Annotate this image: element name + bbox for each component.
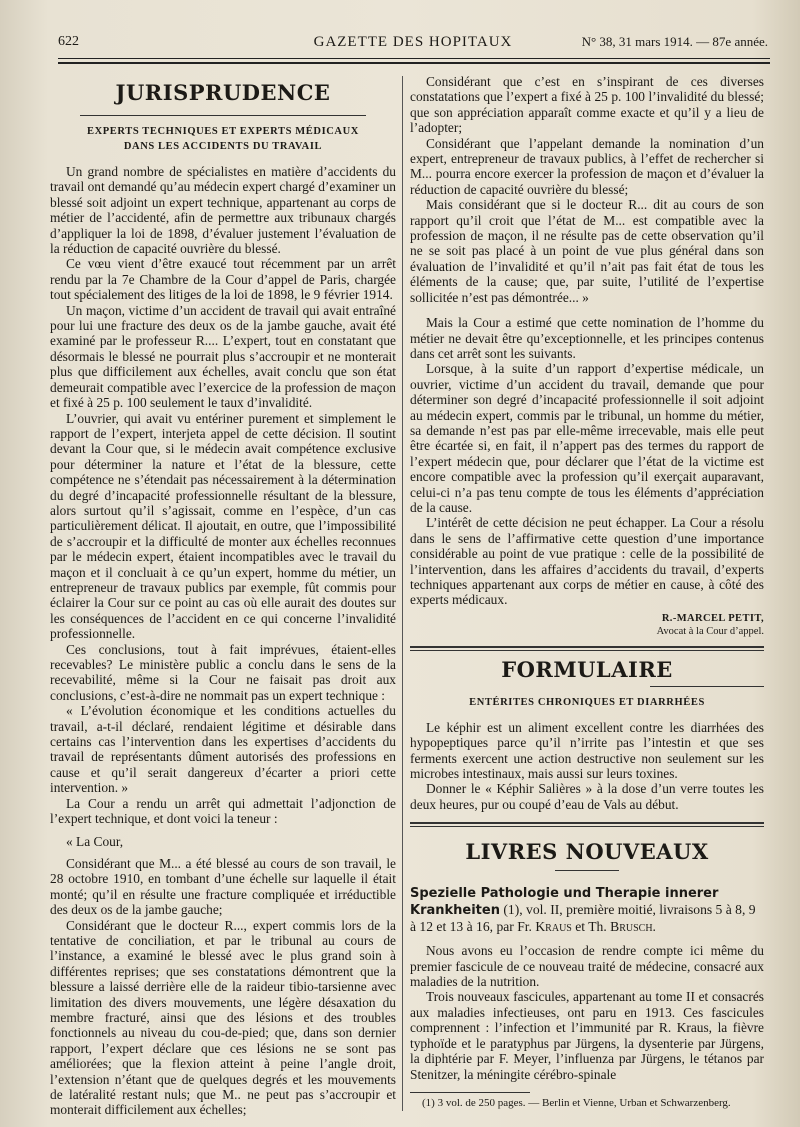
paragraph: Considérant que M... a été blessé au cours de son travail, le 28 octobre 1910, en tombant d’une échelle sur laquelle il était monté; qu’il en résulte une fracture compliquée et irréductible des deux os de la jambe gauche; (50, 855, 396, 918)
page-number: 622 (58, 34, 79, 49)
paragraph: L’intérêt de cette décision ne peut échapper. La Cour a résolu dans le sens de l’affirmative cette question d’une importance considérable au point de vue pratique : celle de la possibilité de l’intervention, dans les affaires d’accidents du travail, d’experts techniques appartenant aux corps de métier en cause, à côté des experts médicaux. (410, 515, 764, 608)
paragraph: Un maçon, victime d’un accident de travail qui avait entraîné pour lui une fracture des deux os de la jambe gauche, avait été examiné par le professeur R.... L’expert, tout en constatant que désormais le blessé ne pourrait plus s’accroupir et ne monterait plus que difficilement aux échelles, avait conclu que son état demeurait compatible avec l’exercice de la profession de maçon et fixé à 25 p. 100 seulement le taux d’invalidité. (50, 302, 396, 411)
subhead-line-2: DANS LES ACCIDENTS DU TRAVAIL (123, 141, 323, 152)
section-rule (650, 686, 764, 687)
book-title: Spezielle Pathologie und Therapie innerer Krankheiten (410, 886, 719, 919)
paragraph: Trois nouveaux fascicules, appartenant au tome II et consacrés aux maladies infectieuses, ont paru en 1913. Ces fascicules comprennent : l’infection et l’immunité par R. Kraus, la fièvre typhoïde et le paratyphus par Jürgens, la dysenterie par Jürgens, la diphtérie par F. Meyer, l’influenza par Jürgens, le tétanos par Stenitzer, la méningite cérébro-spinale (410, 989, 764, 1082)
section-title-formulaire: FORMULAIRE (501, 656, 673, 682)
paragraph: Mais considérant que si le docteur R... dit au cours de son rapport qu’il croit que l’état de M... est compatible avec la profession de maçon, il ne résulte pas de cette observation qu’il ne se soit pas placé à un point de vue plus général dans son évaluation de l’invalidité et qu’il n’ait pas fait état de tous les éléments de la cause; que, par suite, l’utilité de l’expertise sollicitée n’est pas démontrée... » (410, 197, 764, 305)
formulaire-subhead: ENTÉRITES CHRONIQUES ET DIARRHÉES (469, 696, 705, 708)
section-title-livres: LIVRES NOUVEAUX (465, 839, 709, 865)
paragraph: Nous avons eu l’occasion de rendre compte ici même du premier fascicule de ce nouveau traité de médecine, consacré aux maladies de la nutrition. (410, 943, 764, 990)
section-divider (410, 646, 764, 648)
header-rule-double (58, 62, 770, 64)
book-citation (410, 885, 764, 935)
paragraph: Le képhir est un aliment excellent contre les diarrhées des hypopeptiques parce qu’il n’irrite pas l’intestin et que ses ferments exercent une action destructive non seulement sur les microbes intestinaux, mais aussi sur leurs toxines. (410, 719, 764, 782)
signature (410, 612, 764, 638)
book-note: (1), (503, 902, 523, 918)
section-divider-thin (410, 826, 764, 827)
paragraph: Un grand nombre de spécialistes en matière d’accidents du travail ont demandé qu’au médecin expert chargé d’examiner un blessé soit adjoint un expert technique, appartenant au corps de métier de l’accidenté, afin de permettre aux tribunaux chargés d’appliquer la loi de 1898, d’évaluer justement l’évaluation de la réduction de capacité ouvrière du blessé. (50, 164, 396, 257)
article-subhead (50, 124, 396, 154)
author-join: et Th. (575, 919, 607, 935)
book-details: vol. II, première moitié, livraisons 5 à 8, 9 à 12 et 13 à 16, par Fr. (410, 902, 756, 935)
section-divider (410, 822, 764, 824)
footnote-rule (410, 1092, 530, 1093)
right-column (410, 74, 764, 1110)
paragraph: Donner le « Képhir Salières » à la dose d’un verre toutes les deux heures, pur ou coupé d’eau de Vals au début. (410, 781, 764, 812)
paragraph: L’ouvrier, qui avait vu entériner purement et simplement le rapport de l’expert, interjeta appel de cette décision. Il soutint devant la Cour que, si le médecin avait compétence exclusive pour déterminer la nature et l’état de la blessure, cette compétence ne s’étendait pas nécessairement à la détermination du degré d’incapacité professionnelle résultant de la blessure, alors surtout qu’il s’agissait, comme en l’espèce, d’un cas particulièrement délicat. Il ajoutait, en outre, que l’impossibilité de s’accroupir et la difficulté de monter aux échelles reconnues par le médecin expert, étaient incompatibles avec le travail du maçon et il concluait à ce qu’un expert, homme du métier, un entrepreneur de travaux publics par exemple, fût commis pour éclairer la Cour sur ce point au cas où elle aurait des doutes sur les conséquences de l’accident en ce qui concerne l’invalidité professionnelle. (50, 410, 396, 642)
paragraph: Ces conclusions, tout à fait imprévues, étaient-elles recevables? Le ministère public a conclu dans le sens de la recevabilité, même si la Cour ne faisait pas droit aux conclusions, c’est-à-dire ne nommait pas un expert technique : (50, 641, 396, 703)
paragraph: Mais la Cour a estimé que cette nomination de l’homme du métier ne devait être qu’exceptionnelle, et les principes contenus dans cet arrêt sont les suivants. (410, 315, 764, 361)
section-rule (80, 115, 366, 116)
column-divider (402, 76, 403, 1111)
issue-info: N° 38, 31 mars 1914. — 87e année. (581, 34, 768, 49)
section-divider-thin (410, 650, 764, 651)
paragraph: Lorsque, à la suite d’un rapport d’expertise médicale, un ouvrier, victime d’un accident du travail, demande que pour déterminer son degré d’incapacité professionnelle il soit adjoint au médecin expert, commis par le tribunal, un homme du métier, sa demande n’est pas par elle-même irrecevable, mais elle peut être écartée si, en fait, il n’appert pas des termes du rapport de l’expert médecin que, pour déclarer que l’état de la victime est encore compatible avec la profession qu’il exerçait auparavant, celui-ci n’a pas tenu compte de tous les éléments d’appréciation de la cause. (410, 361, 764, 515)
journal-title: GAZETTE DES HOPITAUX (313, 34, 513, 50)
subhead-line-1: EXPERTS TECHNIQUES ET EXPERTS MÉDICAUX (87, 126, 359, 137)
paragraph: « L’évolution économique et les conditions actuelles du travail, a-t-il déclaré, rendaient légitime et désirable dans certains cas l’intervention dans les expertises d’accidents du travail de représentants dûment autorisés des professions en cause et qu’il serait dangereux d’écarter a priori cette intervention. » (50, 703, 396, 796)
paragraph: Considérant que c’est en s’inspirant de ces diverses constatations que l’expert a fixé à 25 p. 100 l’invalidité du blessé; que son appréciation apparaît comme exacte et qu’il y a lieu de l’adopter; (410, 74, 764, 136)
header-rule (58, 58, 770, 59)
section-rule (555, 870, 619, 871)
paragraph: Considérant que l’appelant demande la nomination d’un expert, entrepreneur de travaux publics, à l’effet de rechercher si M... pourra encore exercer la profession de maçon et d’évaluer la réduction de capacité ouvrière du blessé; (410, 135, 764, 197)
paragraph: « La Cour, (66, 834, 124, 850)
paragraph: Considérant que le docteur R..., expert commis lors de la tentative de conciliation, et par le tribunal au cours de l’instance, a examiné le blessé avec le plus grand soin à différentes reprises; que ses constatations démontrent que la blessure a laissé derrière elle de la raideur tibio-tarsienne avec limitation des divers mouvements, une légère désaxation du membre fracturé, ainsi que des lésions et des troubles fonctionnels au niveau du cou-de-pied; que, dans son dernier rapport, l’expert déclare que ces lésions ne se sont pas améliorées; que la flexion atteint à peine l’angle droit, l’extension n’étant que de quelques degrés et les mouvements de latéralité restant nuls; que M.. ne peut pas s’accroupir et monterait difficilement aux échelles; (50, 917, 396, 1118)
author-1: Kraus (535, 919, 572, 935)
footnote: (1) 3 vol. de 250 pages. — Berlin et Vienne, Urban et Schwarzenberg. (422, 1096, 731, 1109)
section-title-jurisprudence: JURISPRUDENCE (115, 80, 331, 105)
author-2: Brusch. (610, 919, 656, 935)
running-head (58, 32, 768, 54)
left-column (50, 74, 396, 1118)
paragraph: La Cour a rendu un arrêt qui admettait l’adjonction de l’expert technique, et dont voici la teneur : (50, 795, 396, 827)
signature-role: Avocat à la Cour d’appel. (656, 625, 764, 637)
paragraph: Ce vœu vient d’être exaucé tout récemment par un arrêt rendu par la 7e Chambre de la Cour d’appel de Paris, chargée tout spécialement des litiges de la loi de 1898, le 9 février 1914. (50, 256, 396, 303)
signature-name: R.-MARCEL PETIT, (661, 612, 764, 624)
